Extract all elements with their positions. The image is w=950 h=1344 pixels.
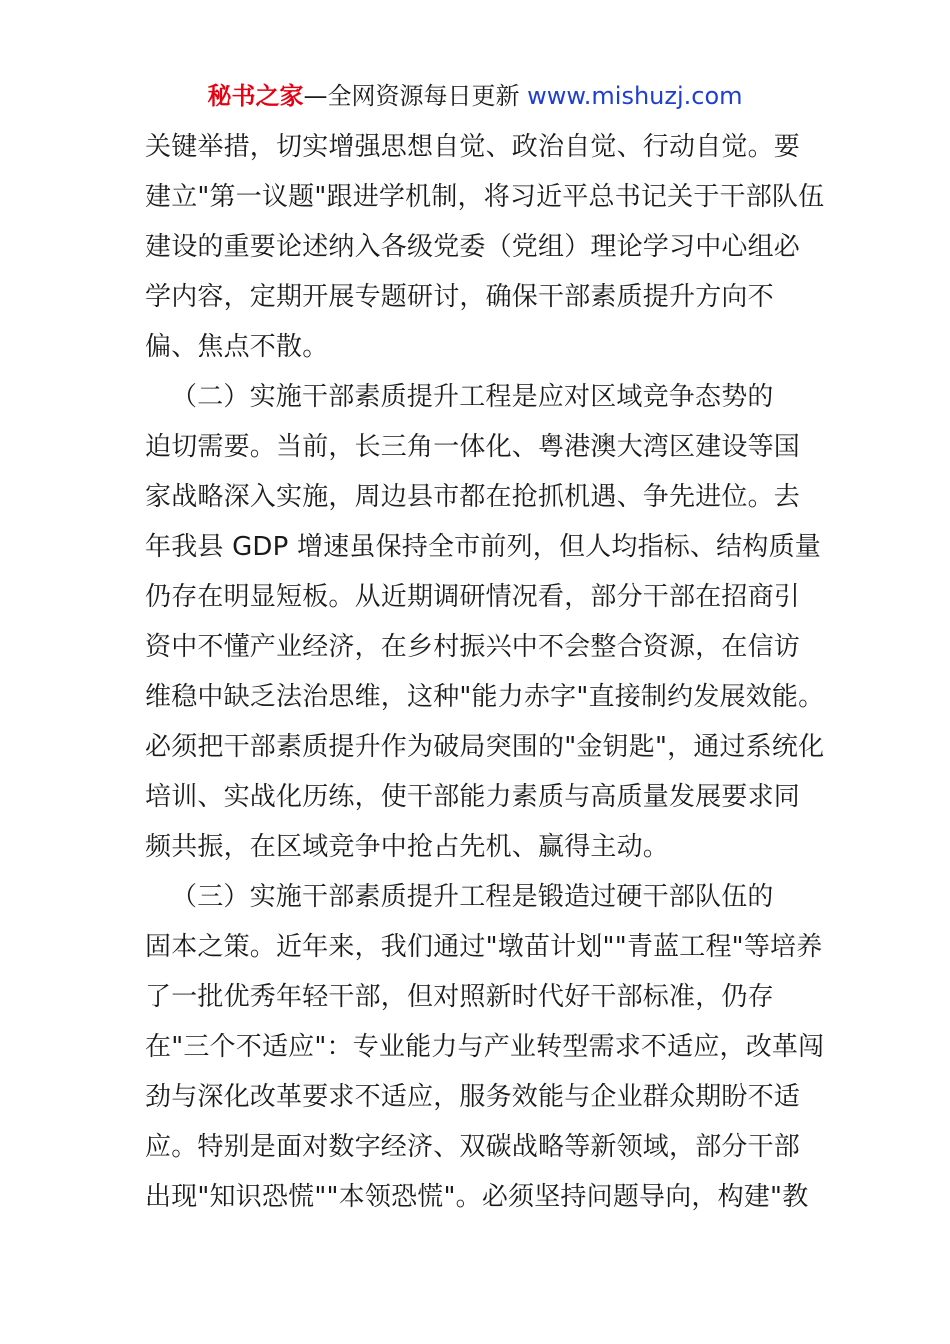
text-line: 培训、实战化历练，使干部能力素质与高质量发展要求同 bbox=[145, 782, 801, 812]
text-line: 出现"知识恐慌""本领恐慌"。必须坚持问题导向，构建"教 bbox=[145, 1182, 809, 1212]
section-heading-line: （三）实施干部素质提升工程是锻造过硬干部队伍的 bbox=[171, 882, 774, 912]
text-line: 建立"第一议题"跟进学机制，将习近平总书记关于干部队伍 bbox=[145, 182, 825, 212]
text-line: 应。特别是面对数字经济、双碳战略等新领域，部分干部 bbox=[145, 1132, 801, 1162]
site-header bbox=[0, 80, 950, 112]
site-tagline: —全网资源每日更新 bbox=[303, 82, 520, 110]
document-body bbox=[145, 122, 825, 1222]
site-url-link[interactable]: www.mishuzj.com bbox=[527, 82, 743, 110]
text-line: 仍存在明显短板。从近期调研情况看，部分干部在招商引 bbox=[145, 582, 801, 612]
text-line: 迫切需要。当前，长三角一体化、粤港澳大湾区建设等国 bbox=[145, 432, 801, 462]
text-line: 资中不懂产业经济，在乡村振兴中不会整合资源，在信访 bbox=[145, 632, 801, 662]
text-line: 固本之策。近年来，我们通过"墩苗计划""青蓝工程"等培养 bbox=[145, 932, 823, 962]
text-line: 年我县 GDP 增速虽保持全市前列，但人均指标、结构质量 bbox=[145, 532, 821, 562]
text-line: 频共振，在区域竞争中抢占先机、赢得主动。 bbox=[145, 832, 670, 862]
text-line: 必须把干部素质提升作为破局突围的"金钥匙"，通过系统化 bbox=[145, 732, 825, 762]
text-line: 关键举措，切实增强思想自觉、政治自觉、行动自觉。要 bbox=[145, 132, 801, 162]
text-line: 了一批优秀年轻干部，但对照新时代好干部标准，仍存 bbox=[145, 982, 774, 1012]
text-line: 劲与深化改革要求不适应，服务效能与企业群众期盼不适 bbox=[145, 1082, 801, 1112]
text-line: 建设的重要论述纳入各级党委（党组）理论学习中心组必 bbox=[145, 232, 801, 262]
site-brand: 秘书之家 bbox=[207, 82, 304, 110]
text-line: 家战略深入实施，周边县市都在抢抓机遇、争先进位。去 bbox=[145, 482, 801, 512]
section-heading-line: （二）实施干部素质提升工程是应对区域竞争态势的 bbox=[171, 382, 774, 412]
text-line: 在"三个不适应"：专业能力与产业转型需求不适应，改革闯 bbox=[145, 1032, 825, 1062]
text-line: 学内容，定期开展专题研讨，确保干部素质提升方向不 bbox=[145, 282, 774, 312]
text-line: 维稳中缺乏法治思维，这种"能力赤字"直接制约发展效能。 bbox=[145, 682, 825, 712]
text-line: 偏、焦点不散。 bbox=[145, 332, 329, 362]
